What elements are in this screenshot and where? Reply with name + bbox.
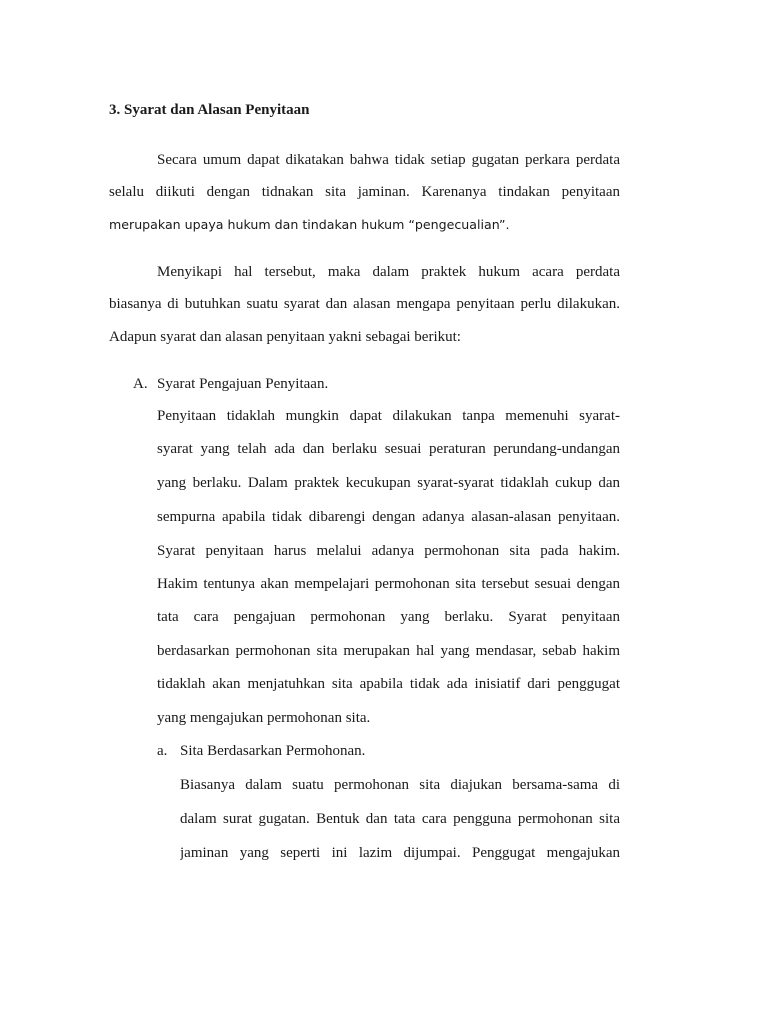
paragraph-line: merupakan upaya hukum dan tindakan hukum “pengecualian”. (109, 217, 510, 232)
paragraph-line: selalu diikuti dengan tidnakan sita jaminan. Karenanya tindakan penyitaan (109, 184, 620, 200)
paragraph-line: tidaklah akan menjatuhkan sita apabila tidak ada inisiatif dari penggugat (157, 676, 620, 692)
paragraph-line: dalam surat gugatan. Bentuk dan tata cara pengguna permohonan sita (180, 811, 620, 827)
paragraph-line: Syarat penyitaan harus melalui adanya permohonan sita pada hakim. (157, 543, 620, 559)
list-item-title: Syarat Pengajuan Penyitaan. (157, 376, 329, 392)
paragraph-line: syarat yang telah ada dan berlaku sesuai peraturan perundang-undangan (157, 441, 620, 457)
paragraph-line: sempurna apabila tidak dibarengi dengan adanya alasan-alasan penyitaan. (157, 509, 620, 525)
paragraph-line: Biasanya dalam suatu permohonan sita diajukan bersama-sama di (180, 777, 620, 793)
list-marker-a-upper: A. (133, 376, 148, 392)
paragraph-line: Hakim tentunya akan mempelajari permohonan sita tersebut sesuai dengan (157, 576, 620, 592)
paragraph-line: yang mengajukan permohonan sita. (157, 710, 371, 726)
paragraph-line: Secara umum dapat dikatakan bahwa tidak setiap gugatan perkara perdata (157, 152, 620, 168)
section-heading: 3. Syarat dan Alasan Penyitaan (109, 102, 310, 118)
paragraph-line: berdasarkan permohonan sita merupakan hal yang mendasar, sebab hakim (157, 643, 620, 659)
paragraph-line: Penyitaan tidaklah mungkin dapat dilakukan tanpa memenuhi syarat- (157, 408, 620, 424)
paragraph-line: Adapun syarat dan alasan penyitaan yakni sebagai berikut: (109, 329, 461, 345)
paragraph-line: biasanya di butuhkan suatu syarat dan alasan mengapa penyitaan perlu dilakukan. (109, 296, 620, 312)
list-item-title: Sita Berdasarkan Permohonan. (180, 743, 366, 759)
paragraph-line: jaminan yang seperti ini lazim dijumpai. Penggugat mengajukan (180, 845, 620, 861)
paragraph-line: yang berlaku. Dalam praktek kecukupan syarat-syarat tidaklah cukup dan (157, 475, 620, 491)
paragraph-line: Menyikapi hal tersebut, maka dalam praktek hukum acara perdata (157, 264, 620, 280)
list-marker-a-lower: a. (157, 743, 168, 759)
paragraph-line: tata cara pengajuan permohonan yang berlaku. Syarat penyitaan (157, 609, 620, 625)
